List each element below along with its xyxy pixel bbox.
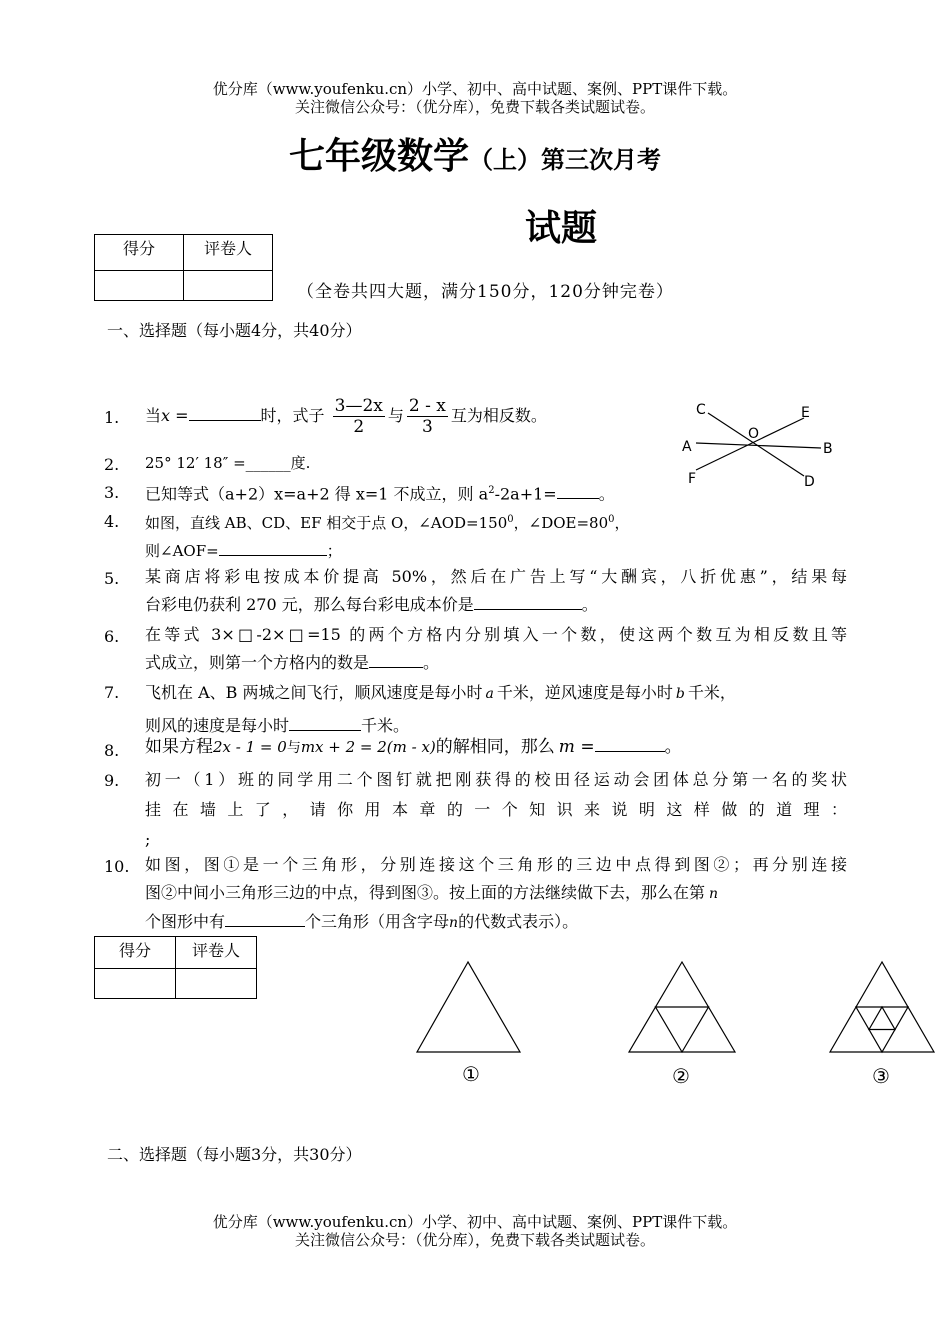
question-number: 2. [104,455,120,474]
score-table-1 [94,234,273,301]
label-c: C [696,402,706,418]
q1-text-mid: 时，式子 [260,406,325,425]
q1-with: 与 [387,406,404,425]
q7-line-2: 则风的速度是每小时 [145,716,290,735]
question-number: 4. [104,512,120,531]
q2-blank[interactable]: ______ [245,454,291,472]
q10-var-n: n [709,886,719,902]
q8-text: 如果方程 [145,737,213,757]
section-1-heading: 一、选择题（每小题4分，共40分） [107,321,362,340]
q1-var: x [161,406,171,425]
q8-equation-1: 2x - 1 = 0 [213,738,287,756]
q10-line-1: 如图，图①是一个三角形，分别连接这个三角形的三边中点得到图②；再分别连接 [145,855,847,874]
grader-cell[interactable] [184,271,273,301]
figure-label-3: ③ [872,1064,890,1088]
q2-text-post: 度. [290,454,311,472]
q7-blank[interactable] [289,716,361,731]
exam-note: （全卷共四大题，满分150分，120分钟完卷） [297,282,674,302]
question-6 [145,621,847,677]
question-4 [145,506,847,565]
q7-var-b: b [675,686,685,702]
q4-sup1: 0 [507,514,514,525]
question-number: 10. [104,857,130,876]
q8-var: m = [558,737,595,757]
q9-line-3[interactable]: ; [145,830,151,849]
q1-frac2-den: 3 [421,417,433,437]
label-e: E [801,405,810,421]
q10-line-2: 图②中间小三角形三边的中点，得到图③。按上面的方法继续做下去，那么在第 [145,883,706,902]
question-number: 8. [104,741,120,760]
label-o: O [748,426,760,442]
q10-text-b: 个三角形（用含字母 [305,912,450,931]
score-table-2 [94,936,257,999]
question-3 [145,477,847,508]
q1-text: 当 [145,406,162,425]
q6-line-1: 在等式 3×□-2×□=15 的两个方格内分别填入一个数，使这两个数互为相反数且等 [145,625,847,644]
q10-text-post: 的代数式表示）。 [458,912,579,931]
q1-frac1-num: 3—2x [334,396,383,416]
label-a: A [682,439,692,455]
q5-line-2: 台彩电仍获利 270 元，那么每台彩电成本价是 [145,595,474,614]
q4-text-b: ，∠DOE=80 [513,514,609,532]
question-8 [145,733,847,762]
q8-text-mid: 的解相同，那么 [435,737,555,757]
q2-text: 25° 12′ 18″ = [145,454,246,472]
title-part-3: 试题 [525,208,598,249]
triangle-3-innermost [869,1007,895,1030]
q1-fraction-2 [407,396,448,437]
page-title [0,128,950,179]
q10-var-n-2: n [449,915,459,931]
figure-label-2: ② [672,1064,690,1088]
triangle-figures [410,958,940,1058]
question-number: 1. [104,408,120,427]
section-2-heading: 二、选择题（每小题3分，共30分） [107,1145,362,1164]
q3-blank[interactable] [557,484,599,499]
label-f: F [688,471,697,487]
question-number: 9. [104,771,120,790]
q10-line-3: 个图形中有 [145,912,226,931]
q3-text: 已知等式（a+2）x=a+2 得 x=1 不成立，则 a [145,484,489,504]
score-header: 得分 [95,235,184,271]
question-9 [145,765,847,855]
label-b: B [823,441,833,457]
q4-text-line2: 则∠AOF= [145,542,219,560]
q1-text-post: 互为相反数。 [450,406,547,425]
q7-text-post: 千米。 [361,716,410,735]
question-5 [145,563,847,619]
q1-frac2-num: 2 - x [408,396,446,416]
q4-text: 如图，直线 AB、CD、EF 相交于点 O，∠AOD=150 [145,514,508,532]
q1-eq: = [170,406,189,425]
q8-with: 与 [286,740,301,756]
question-number: 3. [104,483,120,502]
q8-text-post: 。 [664,737,682,757]
q4-text-post: ； [326,542,342,560]
q1-blank[interactable] [189,406,261,421]
footer-line-1: 优分库（www.youfenku.cn）小学、初中、高中试题、案例、PPT课件下载。 [212,1213,738,1231]
triangle-2-inner [656,1007,709,1052]
score-cell[interactable] [95,271,184,301]
q1-frac1-den: 2 [353,417,365,437]
q1-fraction-1 [333,396,385,437]
question-number: 7. [104,683,120,702]
q5-blank[interactable] [474,595,582,610]
q7-text: 飞机在 A、B 两城之间飞行，顺风速度是每小时 [145,683,483,702]
q3-sup: 2 [488,485,495,496]
figure-label-1: ① [462,1062,480,1086]
question-number: 5. [104,569,120,588]
question-2 [145,449,847,477]
score-cell[interactable] [95,969,176,999]
label-d: D [804,474,815,490]
score-header: 得分 [95,937,176,969]
title-part-1: 七年级数学 [288,136,469,177]
q10-blank[interactable] [225,912,305,927]
q7-var-a: a [485,686,494,702]
q4-sup2: 0 [608,514,615,525]
q9-line-1: 初一（1）班的同学用二个图钉就把刚获得的校田径运动会团体总分第一名的奖状 [145,770,847,789]
q4-text-c: ， [614,514,630,532]
q8-blank[interactable] [595,737,665,752]
q4-blank[interactable] [219,541,327,556]
header-line-2: 关注微信公众号：（优分库），免费下载各类试题试卷。 [294,98,655,116]
q3-text-post: 。 [598,484,615,504]
footer-line-2: 关注微信公众号：（优分库），免费下载各类试题试卷。 [294,1231,655,1249]
q6-line-2: 式成立，则第一个方格内的数是 [145,653,370,672]
title-part-2: （上）第三次月考 [469,146,661,174]
header-line-1: 优分库（www.youfenku.cn）小学、初中、高中试题、案例、PPT课件下载。 [212,80,738,98]
q8-equation-2: mx + 2 = 2(m - x) [300,738,436,756]
q3-text-mid: -2a+1= [494,484,557,504]
q6-blank[interactable] [369,653,423,668]
question-10 [145,851,847,937]
q5-text-post: 。 [581,595,598,614]
grader-cell[interactable] [176,969,257,999]
q7-text-c: 千米， [687,683,736,702]
grader-header: 评卷人 [184,235,273,271]
question-7 [145,677,847,741]
triangle-1-outer [417,962,520,1052]
q6-text-post: 。 [423,653,440,672]
grader-header: 评卷人 [176,937,257,969]
q5-line-1: 某商店将彩电按成本价提高 50%，然后在广告上写“大酬宾，八折优惠”，结果每 [145,567,847,586]
q9-line-2: 挂在墙上了，请你用本章的一个知识来说明这样做的道理： [145,800,847,819]
question-number: 6. [104,627,120,646]
q7-text-b: 千米，逆风速度是每小时 [496,683,673,702]
